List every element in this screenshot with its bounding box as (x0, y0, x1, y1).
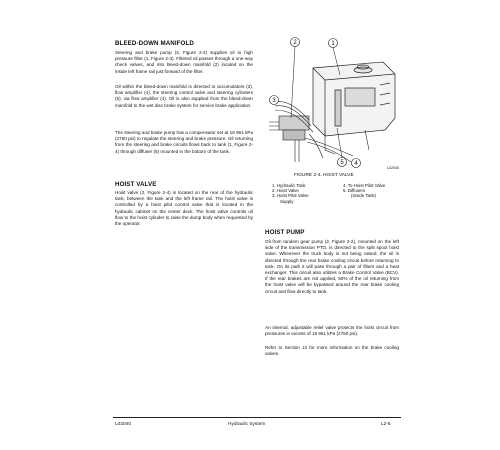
paragraph-bleed-down-1: Steering and brake pump (3, Figure 2-2) supplies oil to high pressure filter (1, Figure 2-3). Filtered oil passes through a one-way check valves, and into bleed-down manifold (2) located on the inside left frame rail just forward of the filter. (115, 50, 253, 74)
paragraph-hoist-pump-2: An internal, adjustable relief valve protects the hoist circuit from pressures in excess of 18 961 kPa (2750 psi). (265, 325, 399, 337)
figure-image-id: L02040 (387, 166, 399, 170)
legend-item-5-cont: (Inside Tank) (351, 193, 377, 199)
figure-caption: FIGURE 2-4. HOIST VALVE (294, 173, 354, 178)
footer-doc-id: L02040 (115, 422, 132, 427)
footer-section-title: Hydraulic System (228, 422, 266, 427)
legend-item-1: 1. Hydraulic Tank (272, 183, 306, 188)
footer-page-number: L2-5 (381, 422, 391, 427)
svg-text:1: 1 (331, 41, 335, 47)
legend-item-2: 2. Hoist Valve (272, 188, 299, 194)
legend-item-3: 3. Hoist Pilot Valve (272, 193, 309, 199)
paragraph-bleed-down-2: Oil within the bleed-down manifold is directed to accumulators (3), flow amplifier (4), the steering control valve and steering cylinders (6), via flow amplifier (4). Oil is also supplied from the bleed-down manifold to the wet disc brake system for service brake application. (115, 84, 253, 108)
heading-hoist-valve: HOIST VALVE (115, 181, 157, 188)
paragraph-hoist-pump-1: Oil from tandem gear pump (2, Figure 2-2), mounted on the left side of the transmission PTO, is directed to the split spool hoist valve. Whenever the truck body is not being raised, the oil is directed through the rear brake cooling circuit before returning to tank. On its path it will pass through a pair of filters and a heat exchanger. This circuit also utilizes a Brake Control Valve (BCV). If the rear brakes are not applied, 50% of the oil returning from the hoist valve will be bypassed around the rear brake cooling circuit and flow directly to tank. (265, 239, 399, 294)
legend-item-3-cont: Supply (280, 198, 294, 204)
figure-legend-right (343, 183, 385, 199)
heading-hoist-pump: HOIST PUMP (265, 229, 305, 236)
figure-legend-left (272, 183, 309, 204)
callout-3 (270, 96, 279, 105)
footer-rule (113, 417, 401, 418)
legend-item-5: 5. Diffusers (343, 188, 366, 194)
paragraph-bleed-down-3: The steering and brake pump has a compensator set at 18 961 kPa (2750 psi) to regulate the steering and brake pressure. Oil returning from the steering and brake circuits flows back to tank (1, Figure 2-4) through diffuser (5) mounted in the bottom of the tank. (115, 130, 253, 154)
hoist-valve-figure (265, 30, 403, 172)
callout-4 (352, 159, 361, 168)
heading-bleed-down-manifold: BLEED-DOWN MANIFOLD (115, 40, 194, 47)
callout-2 (291, 38, 300, 119)
svg-text:2: 2 (293, 40, 297, 46)
paragraph-hoist-valve: Hoist valve (2, Figure 2-4) is located on the rear of the hydraulic tank, between the tank and the left frame rail. The hoist valve is controlled by a hoist pilot control valve that is located in the hydraulic cabinet on the center deck. The hoist valve controls oil flow to the hoist cylinder to raise the dump body when requested by the operator. (115, 190, 253, 227)
paragraph-hoist-pump-3: Refer to Section J2 for more information on the brake cooling valves. (265, 345, 399, 357)
svg-text:3: 3 (272, 98, 276, 104)
hydraulic-tank-illustration (313, 62, 395, 136)
legend-item-4: 4. To Hoist Pilot Valve (343, 183, 386, 188)
svg-text:4: 4 (354, 161, 358, 167)
svg-text:5: 5 (340, 160, 344, 166)
